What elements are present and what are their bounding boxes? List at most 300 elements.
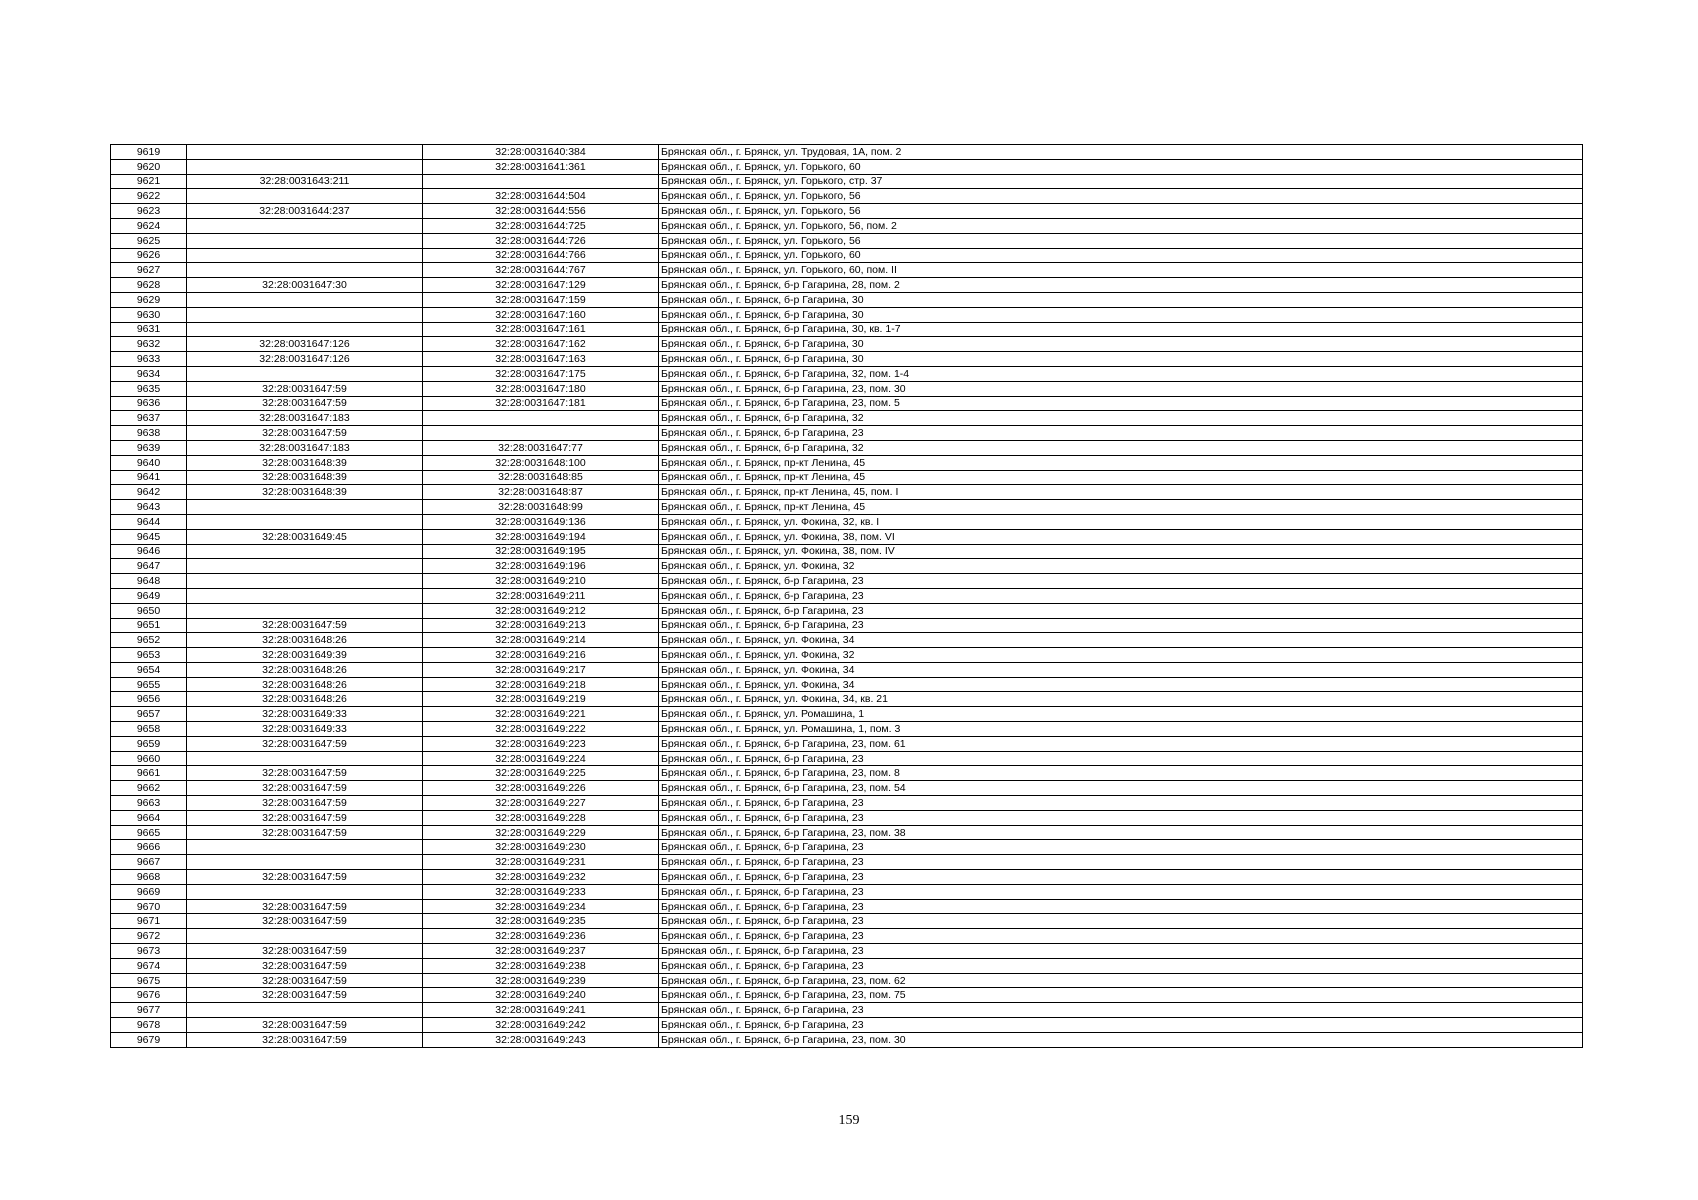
address-cell: Брянская обл., г. Брянск, ул. Фокина, 34 xyxy=(659,677,1583,692)
table-row xyxy=(111,307,1583,322)
row-number-cell: 9669 xyxy=(111,884,187,899)
row-number-cell: 9639 xyxy=(111,440,187,455)
table-body xyxy=(111,145,1583,1048)
parent-cadastral-cell: 32:28:0031649:33 xyxy=(187,707,423,722)
address-cell: Брянская обл., г. Брянск, ул. Горького, 56 xyxy=(659,189,1583,204)
address-cell: Брянская обл., г. Брянск, б-р Гагарина, 23 xyxy=(659,751,1583,766)
cadastral-number-cell: 32:28:0031649:227 xyxy=(423,796,659,811)
address-cell: Брянская обл., г. Брянск, пр-кт Ленина, 45 xyxy=(659,500,1583,515)
table-row xyxy=(111,145,1583,160)
parent-cadastral-cell xyxy=(187,929,423,944)
parent-cadastral-cell xyxy=(187,588,423,603)
parent-cadastral-cell: 32:28:0031648:26 xyxy=(187,677,423,692)
table-row xyxy=(111,544,1583,559)
table-row xyxy=(111,1032,1583,1047)
address-cell: Брянская обл., г. Брянск, б-р Гагарина, 32 xyxy=(659,440,1583,455)
address-cell: Брянская обл., г. Брянск, б-р Гагарина, 32, пом. 1-4 xyxy=(659,366,1583,381)
cadastral-number-cell: 32:28:0031649:195 xyxy=(423,544,659,559)
table-row xyxy=(111,218,1583,233)
cadastral-number-cell: 32:28:0031649:194 xyxy=(423,529,659,544)
parent-cadastral-cell: 32:28:0031649:33 xyxy=(187,722,423,737)
cadastral-number-cell: 32:28:0031649:234 xyxy=(423,899,659,914)
table-row xyxy=(111,677,1583,692)
address-cell: Брянская обл., г. Брянск, б-р Гагарина, 28, пом. 2 xyxy=(659,278,1583,293)
row-number-cell: 9633 xyxy=(111,352,187,367)
row-number-cell: 9648 xyxy=(111,574,187,589)
table-row xyxy=(111,588,1583,603)
address-cell: Брянская обл., г. Брянск, ул. Фокина, 38, пом. VI xyxy=(659,529,1583,544)
parent-cadastral-cell: 32:28:0031647:59 xyxy=(187,618,423,633)
address-cell: Брянская обл., г. Брянск, б-р Гагарина, 23 xyxy=(659,1003,1583,1018)
table-row xyxy=(111,440,1583,455)
parent-cadastral-cell xyxy=(187,366,423,381)
parent-cadastral-cell: 32:28:0031647:59 xyxy=(187,1032,423,1047)
cadastral-number-cell: 32:28:0031649:218 xyxy=(423,677,659,692)
cadastral-number-cell: 32:28:0031644:504 xyxy=(423,189,659,204)
cadastral-number-cell: 32:28:0031649:219 xyxy=(423,692,659,707)
row-number-cell: 9662 xyxy=(111,781,187,796)
address-cell: Брянская обл., г. Брянск, б-р Гагарина, 23, пом. 5 xyxy=(659,396,1583,411)
cadastral-number-cell: 32:28:0031649:231 xyxy=(423,855,659,870)
cadastral-number-cell: 32:28:0031649:225 xyxy=(423,766,659,781)
parent-cadastral-cell xyxy=(187,500,423,515)
table-row xyxy=(111,366,1583,381)
row-number-cell: 9627 xyxy=(111,263,187,278)
cadastral-number-cell: 32:28:0031647:181 xyxy=(423,396,659,411)
table-row xyxy=(111,707,1583,722)
row-number-cell: 9619 xyxy=(111,145,187,160)
row-number-cell: 9632 xyxy=(111,337,187,352)
parent-cadastral-cell: 32:28:0031647:59 xyxy=(187,899,423,914)
row-number-cell: 9652 xyxy=(111,633,187,648)
parent-cadastral-cell xyxy=(187,840,423,855)
parent-cadastral-cell: 32:28:0031647:59 xyxy=(187,781,423,796)
cadastral-number-cell: 32:28:0031649:212 xyxy=(423,603,659,618)
table-row xyxy=(111,662,1583,677)
parent-cadastral-cell: 32:28:0031647:59 xyxy=(187,396,423,411)
cadastral-number-cell: 32:28:0031649:237 xyxy=(423,944,659,959)
parent-cadastral-cell: 32:28:0031648:39 xyxy=(187,455,423,470)
parent-cadastral-cell: 32:28:0031647:59 xyxy=(187,810,423,825)
table-row xyxy=(111,973,1583,988)
parent-cadastral-cell: 32:28:0031647:59 xyxy=(187,1018,423,1033)
cadastral-number-cell: 32:28:0031644:766 xyxy=(423,248,659,263)
address-cell: Брянская обл., г. Брянск, пр-кт Ленина, 45 xyxy=(659,470,1583,485)
table-row xyxy=(111,944,1583,959)
cadastral-number-cell: 32:28:0031649:230 xyxy=(423,840,659,855)
cadastral-number-cell: 32:28:0031647:160 xyxy=(423,307,659,322)
address-cell: Брянская обл., г. Брянск, б-р Гагарина, 23 xyxy=(659,855,1583,870)
address-cell: Брянская обл., г. Брянск, б-р Гагарина, 23, пом. 8 xyxy=(659,766,1583,781)
cadastral-number-cell: 32:28:0031647:180 xyxy=(423,381,659,396)
cadastral-number-cell: 32:28:0031649:216 xyxy=(423,648,659,663)
cadastral-number-cell: 32:28:0031647:163 xyxy=(423,352,659,367)
cadastral-number-cell xyxy=(423,426,659,441)
table-row xyxy=(111,529,1583,544)
address-cell: Брянская обл., г. Брянск, б-р Гагарина, 23 xyxy=(659,588,1583,603)
table-row xyxy=(111,870,1583,885)
address-cell: Брянская обл., г. Брянск, ул. Горького, 60, пом. II xyxy=(659,263,1583,278)
address-cell: Брянская обл., г. Брянск, б-р Гагарина, 23, пом. 30 xyxy=(659,381,1583,396)
table-row xyxy=(111,426,1583,441)
table-row xyxy=(111,603,1583,618)
row-number-cell: 9653 xyxy=(111,648,187,663)
page-number: 159 xyxy=(838,1113,860,1128)
table-row xyxy=(111,781,1583,796)
row-number-cell: 9672 xyxy=(111,929,187,944)
address-cell: Брянская обл., г. Брянск, ул. Фокина, 32 xyxy=(659,559,1583,574)
table-row xyxy=(111,722,1583,737)
row-number-cell: 9656 xyxy=(111,692,187,707)
table-row xyxy=(111,840,1583,855)
row-number-cell: 9655 xyxy=(111,677,187,692)
address-cell: Брянская обл., г. Брянск, ул. Ромашина, 1, пом. 3 xyxy=(659,722,1583,737)
row-number-cell: 9630 xyxy=(111,307,187,322)
parent-cadastral-cell: 32:28:0031647:59 xyxy=(187,736,423,751)
address-cell: Брянская обл., г. Брянск, б-р Гагарина, 23 xyxy=(659,810,1583,825)
table-row xyxy=(111,292,1583,307)
cadastral-number-cell: 32:28:0031649:224 xyxy=(423,751,659,766)
cadastral-number-cell: 32:28:0031644:767 xyxy=(423,263,659,278)
cadastral-number-cell: 32:28:0031644:725 xyxy=(423,218,659,233)
cadastral-number-cell: 32:28:0031644:556 xyxy=(423,204,659,219)
address-cell: Брянская обл., г. Брянск, б-р Гагарина, 32 xyxy=(659,411,1583,426)
address-cell: Брянская обл., г. Брянск, ул. Горького, стр. 37 xyxy=(659,174,1583,189)
row-number-cell: 9654 xyxy=(111,662,187,677)
row-number-cell: 9664 xyxy=(111,810,187,825)
parent-cadastral-cell: 32:28:0031647:59 xyxy=(187,381,423,396)
address-cell: Брянская обл., г. Брянск, пр-кт Ленина, 45 xyxy=(659,455,1583,470)
address-cell: Брянская обл., г. Брянск, б-р Гагарина, 23 xyxy=(659,840,1583,855)
address-cell: Брянская обл., г. Брянск, б-р Гагарина, 30 xyxy=(659,292,1583,307)
address-cell: Брянская обл., г. Брянск, б-р Гагарина, 23 xyxy=(659,944,1583,959)
address-cell: Брянская обл., г. Брянск, б-р Гагарина, 23 xyxy=(659,603,1583,618)
table-row xyxy=(111,559,1583,574)
table-row xyxy=(111,988,1583,1003)
cadastral-number-cell: 32:28:0031649:243 xyxy=(423,1032,659,1047)
address-cell: Брянская обл., г. Брянск, б-р Гагарина, 30 xyxy=(659,307,1583,322)
cadastral-number-cell: 32:28:0031649:210 xyxy=(423,574,659,589)
address-cell: Брянская обл., г. Брянск, ул. Фокина, 34 xyxy=(659,662,1583,677)
address-cell: Брянская обл., г. Брянск, ул. Горького, 56 xyxy=(659,233,1583,248)
address-cell: Брянская обл., г. Брянск, ул. Фокина, 34 xyxy=(659,633,1583,648)
address-cell: Брянская обл., г. Брянск, б-р Гагарина, 23 xyxy=(659,574,1583,589)
row-number-cell: 9659 xyxy=(111,736,187,751)
parent-cadastral-cell: 32:28:0031647:59 xyxy=(187,973,423,988)
row-number-cell: 9640 xyxy=(111,455,187,470)
cadastral-number-cell: 32:28:0031649:229 xyxy=(423,825,659,840)
cadastral-number-cell: 32:28:0031649:233 xyxy=(423,884,659,899)
table-row xyxy=(111,810,1583,825)
cadastral-number-cell: 32:28:0031649:228 xyxy=(423,810,659,825)
address-cell: Брянская обл., г. Брянск, б-р Гагарина, 23 xyxy=(659,914,1583,929)
row-number-cell: 9637 xyxy=(111,411,187,426)
cadastral-number-cell: 32:28:0031640:384 xyxy=(423,145,659,160)
parent-cadastral-cell: 32:28:0031644:237 xyxy=(187,204,423,219)
row-number-cell: 9644 xyxy=(111,514,187,529)
row-number-cell: 9668 xyxy=(111,870,187,885)
cadastral-number-cell: 32:28:0031647:162 xyxy=(423,337,659,352)
cadastral-number-cell: 32:28:0031649:136 xyxy=(423,514,659,529)
address-cell: Брянская обл., г. Брянск, б-р Гагарина, 30, кв. 1-7 xyxy=(659,322,1583,337)
address-cell: Брянская обл., г. Брянск, б-р Гагарина, 23, пом. 75 xyxy=(659,988,1583,1003)
parent-cadastral-cell: 32:28:0031647:59 xyxy=(187,426,423,441)
address-cell: Брянская обл., г. Брянск, ул. Ромашина, 1 xyxy=(659,707,1583,722)
cadastral-number-cell: 32:28:0031649:196 xyxy=(423,559,659,574)
parent-cadastral-cell: 32:28:0031647:30 xyxy=(187,278,423,293)
address-cell: Брянская обл., г. Брянск, ул. Фокина, 32, кв. I xyxy=(659,514,1583,529)
table-row xyxy=(111,396,1583,411)
parent-cadastral-cell: 32:28:0031647:59 xyxy=(187,796,423,811)
parent-cadastral-cell: 32:28:0031647:59 xyxy=(187,825,423,840)
parent-cadastral-cell: 32:28:0031649:39 xyxy=(187,648,423,663)
cadastral-number-cell: 32:28:0031649:232 xyxy=(423,870,659,885)
cadastral-number-cell: 32:28:0031648:85 xyxy=(423,470,659,485)
parent-cadastral-cell: 32:28:0031647:183 xyxy=(187,440,423,455)
cadastral-number-cell: 32:28:0031649:222 xyxy=(423,722,659,737)
address-cell: Брянская обл., г. Брянск, б-р Гагарина, 23 xyxy=(659,618,1583,633)
parent-cadastral-cell xyxy=(187,233,423,248)
table-row xyxy=(111,899,1583,914)
cadastral-number-cell: 32:28:0031647:77 xyxy=(423,440,659,455)
row-number-cell: 9679 xyxy=(111,1032,187,1047)
table-row xyxy=(111,411,1583,426)
address-cell: Брянская обл., г. Брянск, ул. Горького, 56, пом. 2 xyxy=(659,218,1583,233)
row-number-cell: 9660 xyxy=(111,751,187,766)
parent-cadastral-cell xyxy=(187,189,423,204)
row-number-cell: 9628 xyxy=(111,278,187,293)
row-number-cell: 9666 xyxy=(111,840,187,855)
table-row xyxy=(111,514,1583,529)
table-row xyxy=(111,485,1583,500)
row-number-cell: 9631 xyxy=(111,322,187,337)
row-number-cell: 9636 xyxy=(111,396,187,411)
row-number-cell: 9674 xyxy=(111,958,187,973)
table-row xyxy=(111,278,1583,293)
cadastral-number-cell: 32:28:0031647:129 xyxy=(423,278,659,293)
cadastral-number-cell: 32:28:0031649:211 xyxy=(423,588,659,603)
parent-cadastral-cell xyxy=(187,218,423,233)
cadastral-number-cell: 32:28:0031649:235 xyxy=(423,914,659,929)
table-row xyxy=(111,204,1583,219)
address-cell: Брянская обл., г. Брянск, б-р Гагарина, 23 xyxy=(659,870,1583,885)
address-cell: Брянская обл., г. Брянск, б-р Гагарина, 30 xyxy=(659,337,1583,352)
table-row xyxy=(111,337,1583,352)
cadastral-number-cell: 32:28:0031649:217 xyxy=(423,662,659,677)
cadastral-number-cell: 32:28:0031648:87 xyxy=(423,485,659,500)
parent-cadastral-cell: 32:28:0031647:126 xyxy=(187,337,423,352)
parent-cadastral-cell xyxy=(187,751,423,766)
parent-cadastral-cell: 32:28:0031643:211 xyxy=(187,174,423,189)
parent-cadastral-cell xyxy=(187,263,423,278)
row-number-cell: 9650 xyxy=(111,603,187,618)
row-number-cell: 9649 xyxy=(111,588,187,603)
row-number-cell: 9673 xyxy=(111,944,187,959)
table-row xyxy=(111,470,1583,485)
parent-cadastral-cell: 32:28:0031648:39 xyxy=(187,485,423,500)
table-row xyxy=(111,174,1583,189)
parent-cadastral-cell: 32:28:0031647:59 xyxy=(187,958,423,973)
table-row xyxy=(111,855,1583,870)
parent-cadastral-cell xyxy=(187,559,423,574)
table-row xyxy=(111,648,1583,663)
table-row xyxy=(111,633,1583,648)
address-cell: Брянская обл., г. Брянск, б-р Гагарина, 23 xyxy=(659,1018,1583,1033)
parent-cadastral-cell xyxy=(187,884,423,899)
cadastral-number-cell xyxy=(423,174,659,189)
row-number-cell: 9620 xyxy=(111,159,187,174)
table-row xyxy=(111,751,1583,766)
cadastral-number-cell: 32:28:0031649:239 xyxy=(423,973,659,988)
row-number-cell: 9635 xyxy=(111,381,187,396)
address-cell: Брянская обл., г. Брянск, б-р Гагарина, 23 xyxy=(659,426,1583,441)
parent-cadastral-cell xyxy=(187,574,423,589)
address-cell: Брянская обл., г. Брянск, ул. Фокина, 38, пом. IV xyxy=(659,544,1583,559)
parent-cadastral-cell xyxy=(187,514,423,529)
cadastral-number-cell: 32:28:0031647:175 xyxy=(423,366,659,381)
table-row xyxy=(111,825,1583,840)
parent-cadastral-cell xyxy=(187,159,423,174)
address-cell: Брянская обл., г. Брянск, б-р Гагарина, 23, пом. 30 xyxy=(659,1032,1583,1047)
cadastral-number-cell: 32:28:0031649:238 xyxy=(423,958,659,973)
row-number-cell: 9675 xyxy=(111,973,187,988)
row-number-cell: 9643 xyxy=(111,500,187,515)
cadastral-table xyxy=(110,144,1583,1048)
table-row xyxy=(111,1003,1583,1018)
address-cell: Брянская обл., г. Брянск, б-р Гагарина, 23, пом. 61 xyxy=(659,736,1583,751)
address-cell: Брянская обл., г. Брянск, б-р Гагарина, 23 xyxy=(659,958,1583,973)
parent-cadastral-cell xyxy=(187,322,423,337)
row-number-cell: 9651 xyxy=(111,618,187,633)
row-number-cell: 9629 xyxy=(111,292,187,307)
table-row xyxy=(111,233,1583,248)
cadastral-number-cell xyxy=(423,411,659,426)
row-number-cell: 9621 xyxy=(111,174,187,189)
parent-cadastral-cell: 32:28:0031649:45 xyxy=(187,529,423,544)
table-row xyxy=(111,574,1583,589)
address-cell: Брянская обл., г. Брянск, б-р Гагарина, 23, пом. 38 xyxy=(659,825,1583,840)
table-row xyxy=(111,352,1583,367)
parent-cadastral-cell xyxy=(187,307,423,322)
parent-cadastral-cell: 32:28:0031647:59 xyxy=(187,914,423,929)
cadastral-number-cell: 32:28:0031649:241 xyxy=(423,1003,659,1018)
parent-cadastral-cell: 32:28:0031647:59 xyxy=(187,944,423,959)
cadastral-number-cell: 32:28:0031649:240 xyxy=(423,988,659,1003)
row-number-cell: 9646 xyxy=(111,544,187,559)
table-row xyxy=(111,618,1583,633)
row-number-cell: 9676 xyxy=(111,988,187,1003)
parent-cadastral-cell: 32:28:0031647:59 xyxy=(187,988,423,1003)
address-cell: Брянская обл., г. Брянск, ул. Горького, 60 xyxy=(659,248,1583,263)
parent-cadastral-cell xyxy=(187,145,423,160)
row-number-cell: 9671 xyxy=(111,914,187,929)
row-number-cell: 9623 xyxy=(111,204,187,219)
cadastral-number-cell: 32:28:0031647:161 xyxy=(423,322,659,337)
table-row xyxy=(111,796,1583,811)
table-row xyxy=(111,248,1583,263)
row-number-cell: 9634 xyxy=(111,366,187,381)
parent-cadastral-cell xyxy=(187,603,423,618)
parent-cadastral-cell: 32:28:0031648:26 xyxy=(187,692,423,707)
address-cell: Брянская обл., г. Брянск, б-р Гагарина, 30 xyxy=(659,352,1583,367)
address-cell: Брянская обл., г. Брянск, б-р Гагарина, 23, пом. 62 xyxy=(659,973,1583,988)
row-number-cell: 9642 xyxy=(111,485,187,500)
row-number-cell: 9624 xyxy=(111,218,187,233)
row-number-cell: 9641 xyxy=(111,470,187,485)
table-row xyxy=(111,159,1583,174)
parent-cadastral-cell: 32:28:0031647:183 xyxy=(187,411,423,426)
address-cell: Брянская обл., г. Брянск, ул. Горького, 60 xyxy=(659,159,1583,174)
row-number-cell: 9626 xyxy=(111,248,187,263)
address-cell: Брянская обл., г. Брянск, ул. Трудовая, 1А, пом. 2 xyxy=(659,145,1583,160)
row-number-cell: 9678 xyxy=(111,1018,187,1033)
parent-cadastral-cell: 32:28:0031647:59 xyxy=(187,766,423,781)
table-row xyxy=(111,692,1583,707)
table-row xyxy=(111,884,1583,899)
table-row xyxy=(111,322,1583,337)
address-cell: Брянская обл., г. Брянск, б-р Гагарина, 23, пом. 54 xyxy=(659,781,1583,796)
table-row xyxy=(111,500,1583,515)
row-number-cell: 9665 xyxy=(111,825,187,840)
parent-cadastral-cell: 32:28:0031648:39 xyxy=(187,470,423,485)
cadastral-number-cell: 32:28:0031649:213 xyxy=(423,618,659,633)
row-number-cell: 9647 xyxy=(111,559,187,574)
cadastral-number-cell: 32:28:0031649:221 xyxy=(423,707,659,722)
row-number-cell: 9661 xyxy=(111,766,187,781)
table-row xyxy=(111,189,1583,204)
row-number-cell: 9657 xyxy=(111,707,187,722)
row-number-cell: 9638 xyxy=(111,426,187,441)
row-number-cell: 9667 xyxy=(111,855,187,870)
row-number-cell: 9677 xyxy=(111,1003,187,1018)
parent-cadastral-cell xyxy=(187,292,423,307)
cadastral-number-cell: 32:28:0031649:214 xyxy=(423,633,659,648)
table-row xyxy=(111,914,1583,929)
cadastral-number-cell: 32:28:0031648:100 xyxy=(423,455,659,470)
cadastral-number-cell: 32:28:0031648:99 xyxy=(423,500,659,515)
table-row xyxy=(111,1018,1583,1033)
table-row xyxy=(111,455,1583,470)
row-number-cell: 9645 xyxy=(111,529,187,544)
parent-cadastral-cell xyxy=(187,544,423,559)
address-cell: Брянская обл., г. Брянск, ул. Фокина, 32 xyxy=(659,648,1583,663)
row-number-cell: 9663 xyxy=(111,796,187,811)
row-number-cell: 9658 xyxy=(111,722,187,737)
cadastral-number-cell: 32:28:0031641:361 xyxy=(423,159,659,174)
address-cell: Брянская обл., г. Брянск, ул. Горького, 56 xyxy=(659,204,1583,219)
address-cell: Брянская обл., г. Брянск, пр-кт Ленина, 45, пом. I xyxy=(659,485,1583,500)
parent-cadastral-cell: 32:28:0031647:126 xyxy=(187,352,423,367)
address-cell: Брянская обл., г. Брянск, б-р Гагарина, 23 xyxy=(659,884,1583,899)
address-cell: Брянская обл., г. Брянск, б-р Гагарина, 23 xyxy=(659,899,1583,914)
cadastral-number-cell: 32:28:0031649:223 xyxy=(423,736,659,751)
parent-cadastral-cell: 32:28:0031648:26 xyxy=(187,633,423,648)
address-cell: Брянская обл., г. Брянск, б-р Гагарина, 23 xyxy=(659,796,1583,811)
row-number-cell: 9622 xyxy=(111,189,187,204)
table-row xyxy=(111,958,1583,973)
cadastral-number-cell: 32:28:0031644:726 xyxy=(423,233,659,248)
cadastral-number-cell: 32:28:0031647:159 xyxy=(423,292,659,307)
parent-cadastral-cell xyxy=(187,248,423,263)
parent-cadastral-cell: 32:28:0031647:59 xyxy=(187,870,423,885)
address-cell: Брянская обл., г. Брянск, ул. Фокина, 34, кв. 21 xyxy=(659,692,1583,707)
parent-cadastral-cell: 32:28:0031648:26 xyxy=(187,662,423,677)
row-number-cell: 9670 xyxy=(111,899,187,914)
table-row xyxy=(111,766,1583,781)
row-number-cell: 9625 xyxy=(111,233,187,248)
address-cell: Брянская обл., г. Брянск, б-р Гагарина, 23 xyxy=(659,929,1583,944)
table-row xyxy=(111,263,1583,278)
